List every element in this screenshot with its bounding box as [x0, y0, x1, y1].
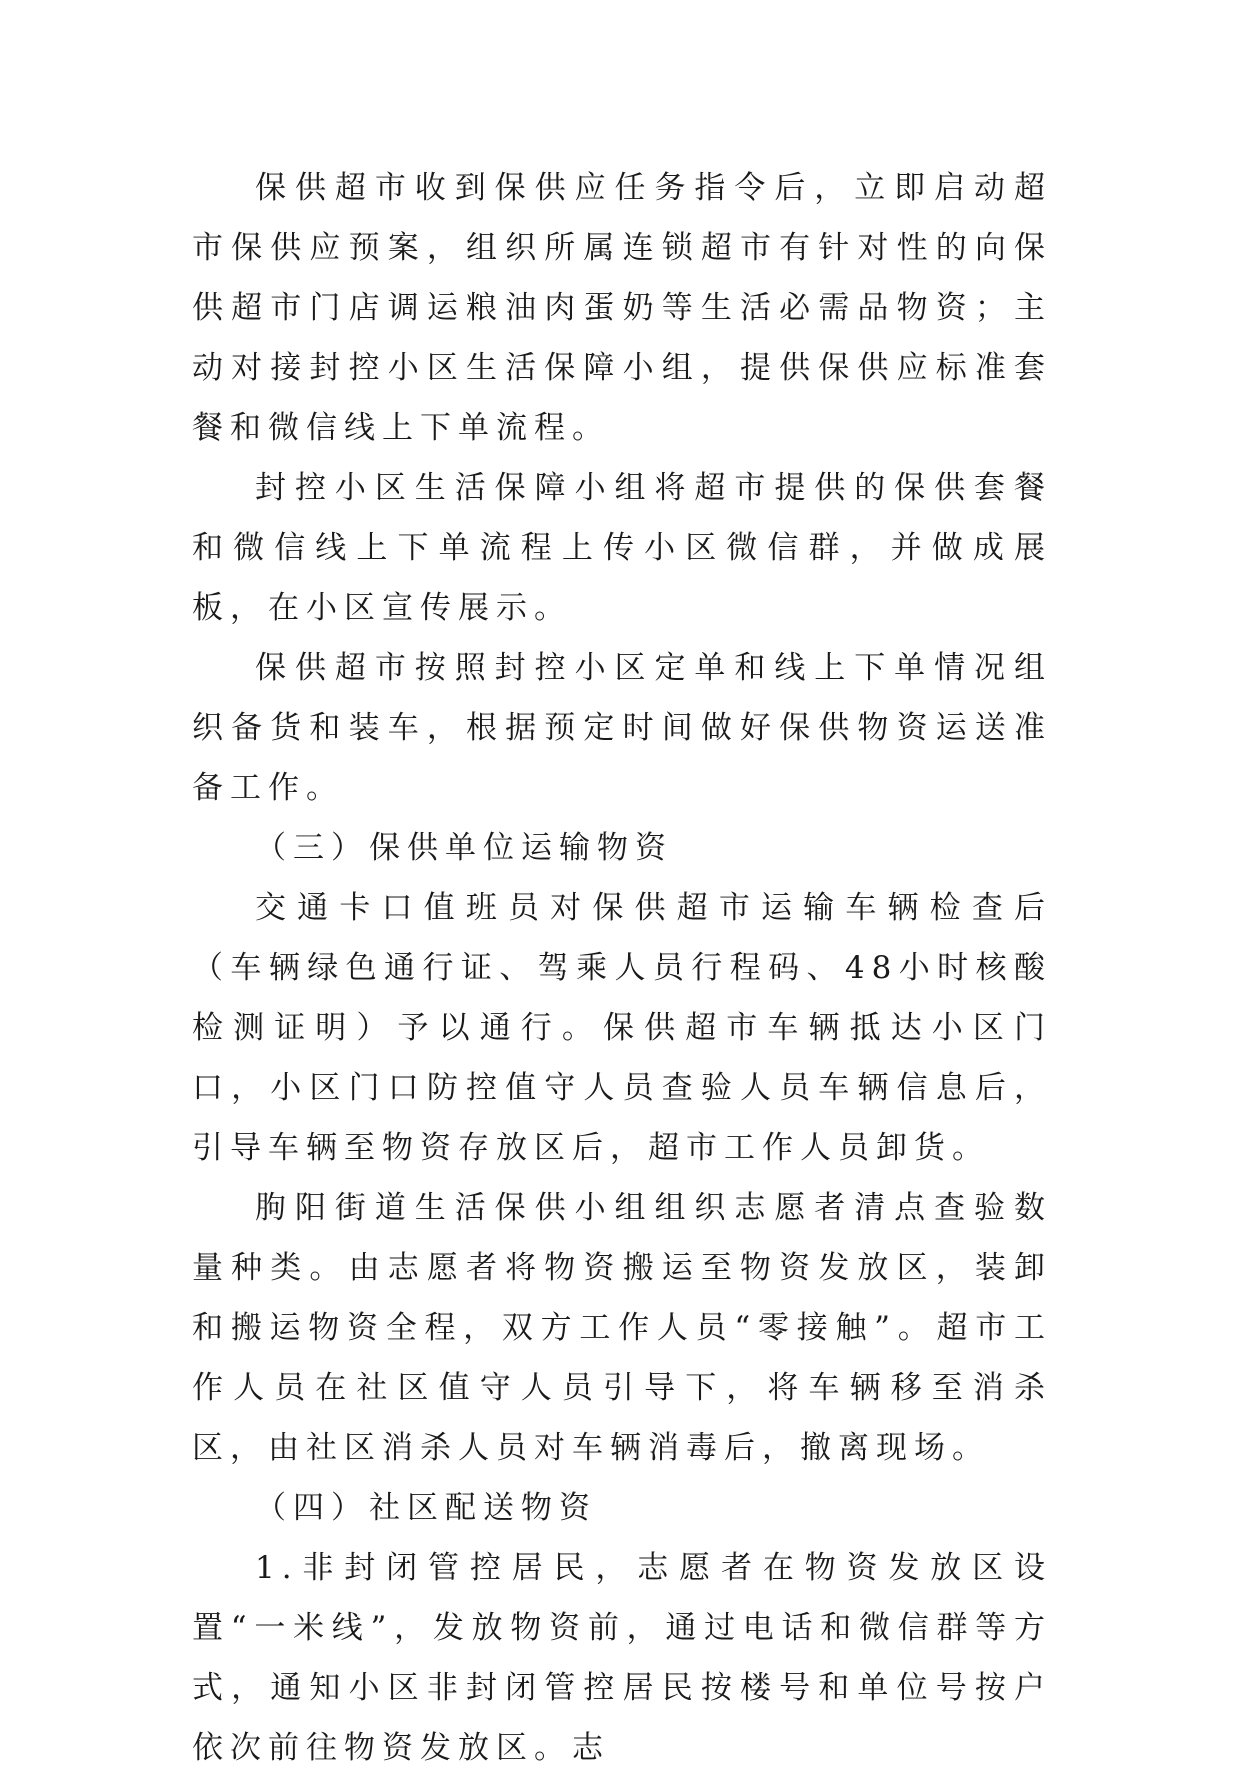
paragraph-non-closed-residents: 1.非封闭管控居民，志愿者在物资发放区设置“一米线”，发放物资前，通过电话和微信群等方式，通知小区非封闭管控居民按楼号和单位号按户依次前往物资发放区。志	[192, 1550, 1052, 1766]
section-heading-community-delivery: （四）社区配送物资	[255, 1490, 597, 1526]
paragraph-volunteer-unloading: 朐阳街道生活保供小组组织志愿者清点查验数量种类。由志愿者将物资搬运至物资发放区，装卸和搬运物资全程，双方工作人员“零接触”。超市工作人员在社区值守人员引导下，将车辆移至消杀区，由社区消杀人员对车辆消毒后，撤离现场。	[192, 1190, 1052, 1466]
paragraph-traffic-checkpoint: 交通卡口值班员对保供超市运输车辆检查后（车辆绿色通行证、驾乘人员行程码、48小时核酸检测证明）予以通行。保供超市车辆抵达小区门口，小区门口防控值守人员查验人员车辆信息后，引导车辆至物资存放区后，超市工作人员卸货。	[192, 890, 1052, 1166]
section-heading-transport: （三）保供单位运输物资	[255, 830, 673, 866]
paragraph-supermarket-plan: 保供超市收到保供应任务指令后，立即启动超市保供应预案，组织所属连锁超市有针对性的向保供超市门店调运粮油肉蛋奶等生活必需品物资；主动对接封控小区生活保障小组，提供保供应标准套餐和微信线上下单流程。	[192, 170, 1052, 446]
paragraph-life-support-group: 封控小区生活保障小组将超市提供的保供套餐和微信线上下单流程上传小区微信群，并做成展板，在小区宣传展示。	[192, 470, 1052, 626]
paragraph-stock-preparation: 保供超市按照封控小区定单和线上下单情况组织备货和装车，根据预定时间做好保供物资运送准备工作。	[192, 650, 1052, 806]
document-body	[192, 158, 1052, 1778]
